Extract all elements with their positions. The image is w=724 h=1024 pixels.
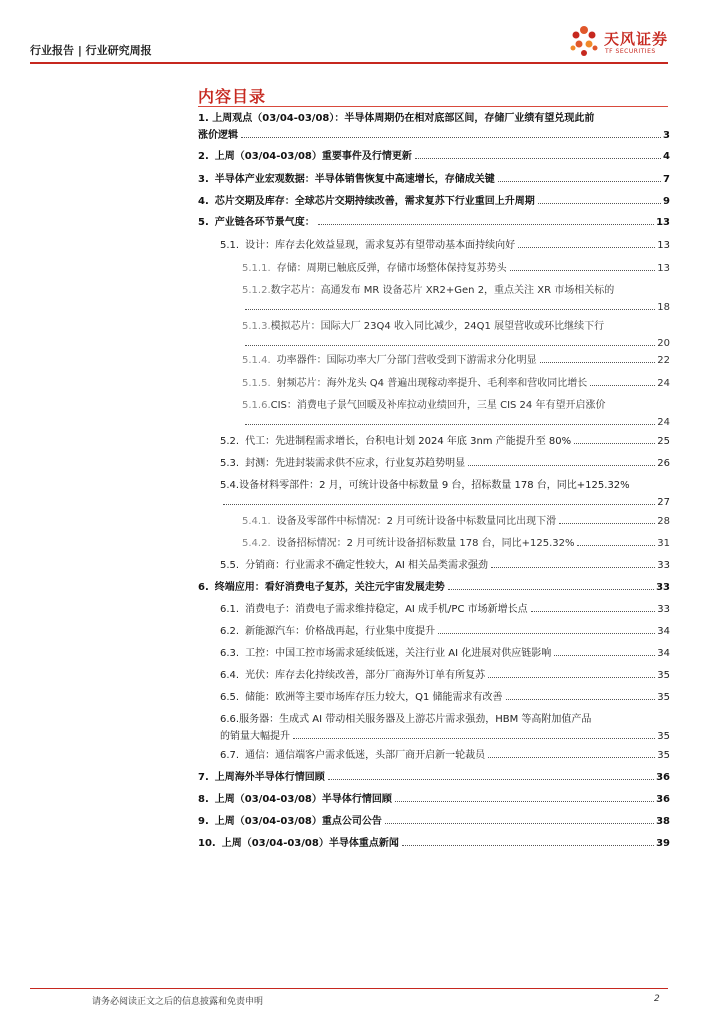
toc-entry-number: 4.	[198, 196, 209, 207]
toc-page-number: 34	[657, 648, 670, 659]
toc-entry-text: 上周海外半导体行情回顾	[214, 772, 325, 783]
toc-entry[interactable]	[242, 377, 670, 390]
toc-entry-text: 上周（03/04-03/08）重要事件及行情更新	[214, 151, 412, 162]
toc-page-number: 13	[657, 263, 670, 274]
toc-page-number: 3	[663, 130, 670, 141]
toc-entry[interactable]	[198, 815, 670, 828]
toc-entry[interactable]	[220, 647, 670, 660]
toc-entry-number: 5.3.	[220, 458, 240, 469]
leader-dots	[241, 137, 661, 138]
toc-page-number: 36	[656, 794, 670, 805]
toc-page-number: 13	[657, 240, 670, 251]
toc-entry-text: 设备材料零部件：2 月，可统计设备中标数量 9 台，招标数量 178 台，同比+125.32%	[239, 480, 630, 491]
toc-entry-text-cont: 的销量大幅提升	[220, 731, 290, 742]
toc-entry-text: 设备招标情况：2 月可统计设备招标数量 178 台，同比+125.32%	[276, 538, 575, 549]
leader-dots	[488, 757, 655, 758]
toc-page-number: 33	[657, 560, 670, 571]
leader-dots	[559, 523, 655, 524]
toc-page-number: 24	[657, 378, 670, 389]
toc-entry-text: 分销商：行业需求不确定性较大，AI 相关品类需求强劲	[245, 560, 489, 571]
toc-entry-text: 模拟芯片：国际大厂 23Q4 收入同比减少，24Q1 展望营收或环比继续下行	[270, 321, 605, 332]
toc-entry-number: 5.5.	[220, 560, 240, 571]
toc-entry-number: 1.	[198, 113, 209, 124]
leader-dots	[448, 589, 654, 590]
toc-page-number: 35	[657, 692, 670, 703]
toc-page-number: 27	[657, 497, 670, 508]
leader-dots	[385, 823, 654, 824]
page-number: 2	[654, 994, 660, 1004]
toc-entry-number: 5.1.3.	[242, 321, 271, 332]
toc-entry[interactable]	[242, 537, 670, 550]
toc-entry-number: 8.	[198, 794, 209, 805]
toc-entry-text: 工控：中国工控市场需求延续低迷，关注行业 AI 化进展对供应链影响	[245, 648, 552, 659]
leader-dots	[498, 181, 661, 182]
toc-entry[interactable]	[242, 262, 670, 275]
toc-entry-number: 5.2.	[220, 436, 240, 447]
logo-flower-icon	[568, 22, 600, 60]
leader-dots	[415, 158, 661, 159]
toc-entry-text: 上周（03/04-03/08）重点公司公告	[214, 816, 382, 827]
toc-entry-text: 消费电子：消费电子需求维持稳定，AI 成手机/PC 市场新增长点	[245, 604, 528, 615]
leader-dots	[402, 845, 654, 846]
toc-entry-text: 光伏：库存去化持续改善，部分厂商海外订单有所复苏	[245, 670, 486, 681]
leader-dots	[554, 655, 655, 656]
toc-entry-text: 数字芯片：高通发布 MR 设备芯片 XR2+Gen 2，重点关注 XR 市场相关标的	[270, 285, 615, 296]
toc-page-number: 28	[657, 516, 670, 527]
leader-dots	[531, 611, 656, 612]
toc-page-number: 13	[656, 217, 670, 228]
toc-page-number: 35	[657, 731, 670, 742]
toc-entry[interactable]	[220, 691, 670, 704]
leader-dots	[468, 465, 655, 466]
leader-dots	[518, 247, 655, 248]
toc-entry-text: 终端应用：看好消费电子复苏，关注元宇宙发展走势	[214, 582, 445, 593]
toc-entry-text: 射频芯片：海外龙头 Q4 普遍出现稼动率提升、毛利率和营收同比增长	[276, 378, 588, 389]
toc-entry-text: 产业链各环节景气度：	[214, 217, 315, 228]
toc-entry-number: 5.4.1.	[242, 516, 271, 527]
toc-entry-text: 功率器件：国际功率大厂分部门营收受到下游需求分化明显	[276, 355, 537, 366]
toc-page-number: 4	[663, 151, 670, 162]
leader-dots	[491, 567, 655, 568]
leader-dots	[438, 633, 655, 634]
leader-dots	[538, 203, 661, 204]
toc-entry-text: 半导体产业宏观数据：半导体销售恢复中高速增长，存储成关键	[214, 174, 495, 185]
toc-page-number: 33	[657, 604, 670, 615]
toc-title-divider	[198, 106, 668, 107]
toc-page-number: 26	[657, 458, 670, 469]
leader-dots	[506, 699, 656, 700]
toc-entry-text: 储能：欧洲等主要市场库存压力较大，Q1 储能需求有改善	[245, 692, 503, 703]
leader-dots	[510, 270, 656, 271]
toc-entry-number: 3.	[198, 174, 209, 185]
toc-page-number: 7	[663, 174, 670, 185]
toc-page-number: 20	[657, 338, 670, 349]
header-divider	[30, 62, 668, 64]
leader-dots	[488, 677, 655, 678]
toc-entry-text: 设备及零部件中标情况：2 月可统计设备中标数量同比出现下滑	[276, 516, 557, 527]
toc-entry-text: 封测：先进封装需求供不应求，行业复苏趋势明显	[245, 458, 466, 469]
toc-entry[interactable]	[198, 581, 670, 594]
toc-entry[interactable]	[198, 195, 670, 208]
leader-dots	[574, 443, 655, 444]
toc-entry[interactable]	[198, 837, 670, 850]
toc-entry-number: 5.1.	[220, 240, 240, 251]
toc-entry-number: 9.	[198, 816, 209, 827]
toc-entry[interactable]	[220, 457, 670, 470]
toc-entry[interactable]	[220, 559, 670, 572]
leader-dots	[245, 309, 655, 310]
toc-entry-text: 服务器：生成式 AI 带动相关服务器及上游芯片需求强劲，HBM 等高附加值产品	[239, 714, 592, 725]
toc-entry-number: 6.4.	[220, 670, 240, 681]
toc-page-number: 25	[657, 436, 670, 447]
toc-entry-number: 2.	[198, 151, 209, 162]
toc-page-number: 34	[657, 626, 670, 637]
toc-page-number: 9	[663, 196, 670, 207]
toc-entry-number: 5.	[198, 217, 209, 228]
toc-entry-number: 6.	[198, 582, 209, 593]
leader-dots	[328, 779, 654, 780]
toc-entry-text: 上周（03/04-03/08）半导体行情回顾	[214, 794, 392, 805]
toc-entry-number: 6.6.	[220, 714, 240, 725]
toc-entry-number: 5.1.2.	[242, 285, 271, 296]
footer-disclaimer: 请务必阅读正文之后的信息披露和免责申明	[92, 997, 264, 1007]
toc-page-number: 36	[656, 772, 670, 783]
toc-title: 内容目录	[198, 87, 267, 106]
toc-page-number: 35	[657, 750, 670, 761]
leader-dots	[245, 345, 655, 346]
toc-entry[interactable]	[198, 771, 670, 784]
toc-entry[interactable]	[242, 284, 670, 314]
toc-entry-text-cont: 涨价逻辑	[198, 130, 238, 141]
toc-entry[interactable]	[242, 515, 670, 528]
toc-entry[interactable]	[220, 239, 670, 252]
toc-entry[interactable]	[242, 399, 670, 429]
toc-entry-number: 10.	[198, 838, 216, 849]
toc-entry-number: 5.1.5.	[242, 378, 271, 389]
toc-page-number: 33	[656, 582, 670, 593]
toc-entry-number: 6.3.	[220, 648, 240, 659]
toc-entry-number: 6.5.	[220, 692, 240, 703]
footer-divider	[30, 988, 668, 989]
toc-entry-number: 7.	[198, 772, 209, 783]
toc-entry[interactable]	[242, 354, 670, 367]
toc-entry[interactable]	[220, 479, 670, 509]
toc-entry-number: 6.7.	[220, 750, 240, 761]
toc-entry-text: 存储：周期已触底反弹，存储市场整体保持复苏势头	[276, 263, 507, 274]
logo-subtitle: TF SECURITIES	[605, 48, 656, 55]
toc-page-number: 39	[656, 838, 670, 849]
leader-dots	[293, 738, 655, 739]
toc-entry[interactable]	[220, 435, 670, 448]
toc-entry-text: 上周（03/04-03/08）半导体重点新闻	[221, 838, 399, 849]
leader-dots	[318, 224, 654, 225]
toc-entry[interactable]	[198, 216, 670, 229]
toc-page-number: 35	[657, 670, 670, 681]
toc-entry-text: 新能源汽车：价格战再起，行业集中度提升	[245, 626, 436, 637]
toc-page-number: 22	[657, 355, 670, 366]
toc-entry-number: 6.1.	[220, 604, 240, 615]
leader-dots	[245, 424, 655, 425]
toc-entry[interactable]	[242, 320, 670, 350]
toc-entry-number: 6.2.	[220, 626, 240, 637]
toc-entry[interactable]	[220, 713, 670, 743]
toc-entry[interactable]	[198, 150, 670, 163]
toc-entry[interactable]	[198, 793, 670, 806]
toc-entry[interactable]	[198, 112, 670, 142]
toc-entry[interactable]	[220, 749, 670, 762]
toc-entry-text: CIS：消费电子景气回暖及补库拉动业绩回升，三星 CIS 24 年有望开启涨价	[270, 400, 606, 411]
toc-entry-number: 5.4.	[220, 480, 240, 491]
toc-entry[interactable]	[220, 625, 670, 638]
toc-entry-text: 上周观点（03/04-03/08）：半导体周期仍在相对底部区间，存储厂业绩有望兑现此前	[212, 113, 595, 124]
leader-dots	[395, 801, 654, 802]
leader-dots	[577, 545, 655, 546]
toc-entry-number: 5.1.6.	[242, 400, 271, 411]
toc-entry-text: 代工：先进制程需求增长，台积电计划 2024 年底 3nm 产能提升至 80%	[245, 436, 572, 447]
toc-page-number: 24	[657, 417, 670, 428]
toc-entry-text: 芯片交期及库存：全球芯片交期持续改善，需求复苏下行业重回上升周期	[214, 196, 535, 207]
toc-entry[interactable]	[198, 173, 670, 186]
toc-entry-number: 5.1.4.	[242, 355, 271, 366]
logo-name: 天风证券	[604, 30, 669, 48]
leader-dots	[540, 362, 656, 363]
toc-entry-text: 通信：通信端客户需求低迷，头部厂商开启新一轮裁员	[245, 750, 486, 761]
leader-dots	[223, 504, 655, 505]
toc-page-number: 31	[657, 538, 670, 549]
leader-dots	[590, 385, 655, 386]
toc-entry-number: 5.4.2.	[242, 538, 271, 549]
page-header	[0, 0, 724, 70]
toc-entry-text: 设计：库存去化效益显现，需求复苏有望带动基本面持续向好	[245, 240, 516, 251]
toc-entry-number: 5.1.1.	[242, 263, 271, 274]
company-logo	[568, 22, 678, 62]
toc-page-number: 18	[657, 302, 670, 313]
toc-entry[interactable]	[220, 669, 670, 682]
toc-entry[interactable]	[220, 603, 670, 616]
toc-page-number: 38	[656, 816, 670, 827]
report-category: 行业报告 | 行业研究周报	[30, 44, 152, 57]
